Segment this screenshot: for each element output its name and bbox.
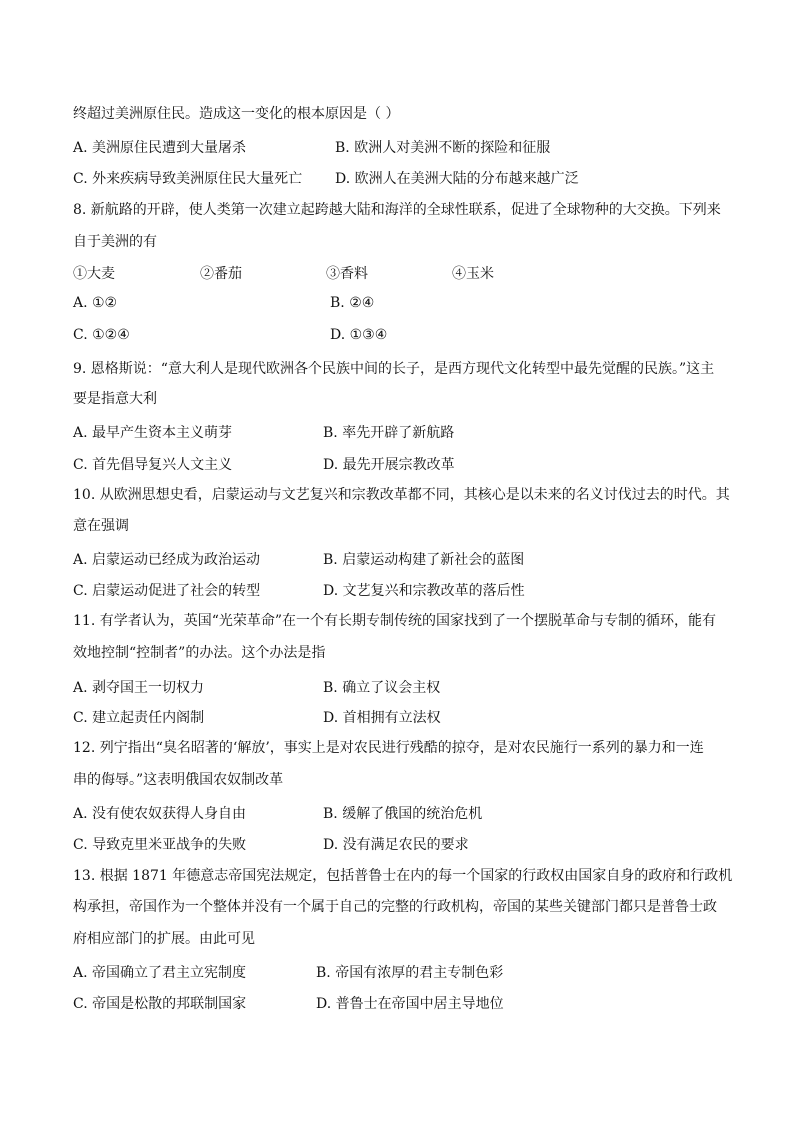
q12-stem-line2: 串的侮辱。”这表明俄国农奴制改革 <box>73 772 284 788</box>
q12-option-a: A. 没有使农奴获得人身自由 <box>73 806 247 822</box>
q9-option-d: D. 最先开展宗教改革 <box>323 457 455 473</box>
q10-option-c: C. 启蒙运动促进了社会的转型 <box>73 583 261 599</box>
q9-stem-line2: 要是指意大利 <box>73 391 157 407</box>
q12-option-b: B. 缓解了俄国的统治危机 <box>323 806 483 822</box>
q13-stem-line2: 构承担，帝国作为一个整体并没有一个属于自己的完整的行政机构，帝国的某些关键部门都只是普鲁士政 <box>73 899 717 915</box>
q11-stem-line2: 效地控制“控制者”的办法。这个办法是指 <box>73 645 326 661</box>
q9-option-b: B. 率先开辟了新航路 <box>323 425 455 441</box>
q9-stem-line1: 9. 恩格斯说：“意大利人是现代欧洲各个民族中间的长子，是西方现代文化转型中最先觉醒的民族。”这主 <box>73 361 715 377</box>
q10-option-b: B. 启蒙运动构建了新社会的蓝图 <box>323 552 525 568</box>
q11-option-b: B. 确立了议会主权 <box>323 680 441 696</box>
q11-option-d: D. 首相拥有立法权 <box>323 710 441 726</box>
q10-stem-line1: 10. 从欧洲思想史看，启蒙运动与文艺复兴和宗教改革都不同，其核心是以未来的名义讨伐过去的时代。其 <box>73 487 730 503</box>
q7-option-d: D. 欧洲人在美洲大陆的分布越来越广泛 <box>335 171 579 187</box>
q8-item-4: ④玉米 <box>452 266 494 282</box>
q8-item-3: ③香料 <box>326 266 368 282</box>
q12-option-c: C. 导致克里米亚战争的失败 <box>73 837 247 853</box>
q13-option-a: A. 帝国确立了君主立宪制度 <box>73 965 247 981</box>
q7-stem: 终超过美洲原住民。造成这一变化的根本原因是（ ） <box>73 106 400 122</box>
q13-option-c: C. 帝国是松散的邦联制国家 <box>73 996 247 1012</box>
q8-option-a: A. ①② <box>73 295 118 311</box>
q8-item-1: ①大麦 <box>73 266 115 282</box>
q13-option-d: D. 普鲁士在帝国中居主导地位 <box>316 996 504 1012</box>
q8-stem-line2: 自于美洲的有 <box>73 234 157 250</box>
q7-option-c: C. 外来疾病导致美洲原住民大量死亡 <box>73 171 303 187</box>
q13-stem-line1: 13. 根据 1871 年德意志帝国宪法规定，包括普鲁士在内的每一个国家的行政权由国家自身的政府和行政机 <box>73 868 733 884</box>
q12-option-d: D. 没有满足农民的要求 <box>323 837 469 853</box>
q11-option-c: C. 建立起责任内阁制 <box>73 710 205 726</box>
q10-option-a: A. 启蒙运动已经成为政治运动 <box>73 552 261 568</box>
q8-option-d: D. ①③④ <box>330 327 388 343</box>
q13-option-b: B. 帝国有浓厚的君主专制色彩 <box>316 965 504 981</box>
q7-option-b: B. 欧洲人对美洲不断的探险和征服 <box>335 140 551 156</box>
q10-stem-line2: 意在强调 <box>73 518 129 534</box>
q10-option-d: D. 文艺复兴和宗教改革的落后性 <box>323 583 525 599</box>
q7-option-a: A. 美洲原住民遭到大量屠杀 <box>73 140 247 156</box>
q9-option-c: C. 首先倡导复兴人文主义 <box>73 457 233 473</box>
q13-stem-line3: 府相应部门的扩展。由此可见 <box>73 931 255 947</box>
q11-stem-line1: 11. 有学者认为，英国“光荣革命”在一个有长期专制传统的国家找到了一个摆脱革命与专制的循环，能有 <box>73 613 717 629</box>
q9-option-a: A. 最早产生资本主义萌芽 <box>73 425 233 441</box>
q11-option-a: A. 剥夺国王一切权力 <box>73 680 205 696</box>
q12-stem-line1: 12. 列宁指出“臭名昭著的‘解放’，事实上是对农民进行残酷的掠夺，是对农民施行一系列的暴力和一连 <box>73 740 704 756</box>
q8-option-c: C. ①②④ <box>73 327 130 343</box>
q8-stem-line1: 8. 新航路的开辟，使人类第一次建立起跨越大陆和海洋的全球性联系，促进了全球物种的大交换。下列来 <box>73 202 721 218</box>
q8-option-b: B. ②④ <box>330 295 375 311</box>
q8-item-2: ②番茄 <box>200 266 242 282</box>
